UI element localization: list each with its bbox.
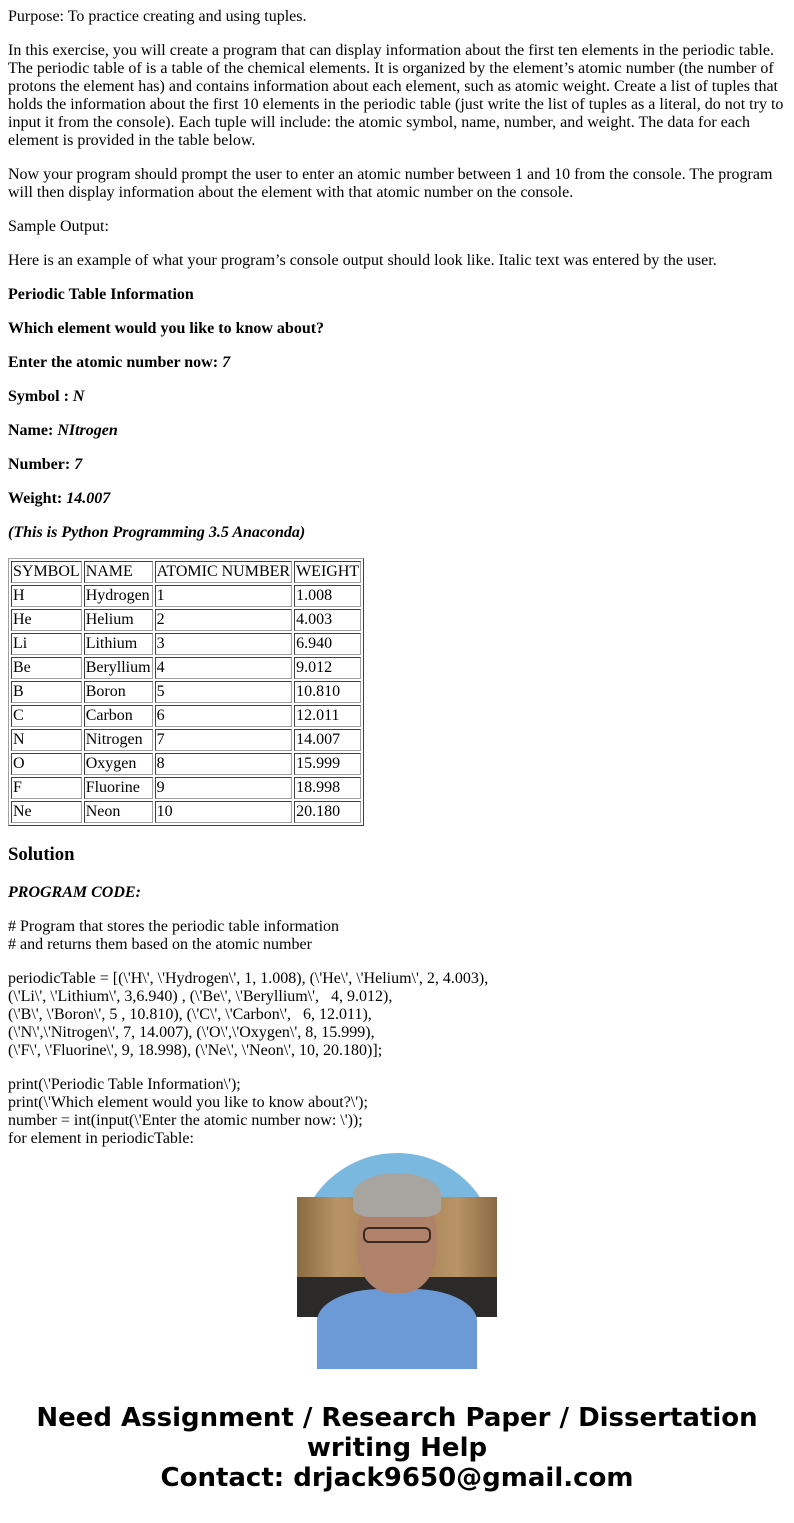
cell-symbol: Li bbox=[11, 633, 82, 655]
sample-symbol-line bbox=[8, 388, 788, 406]
cell-name: Beryllium bbox=[84, 657, 153, 679]
avatar-glasses bbox=[363, 1227, 431, 1243]
code-line: (\'B\', \'Boron\', 5 , 10.810), (\'C\', \'Carbon\', 6, 12.011), bbox=[8, 1006, 372, 1023]
python-version-note: (This is Python Programming 3.5 Anaconda) bbox=[8, 524, 306, 541]
code-io-block bbox=[8, 1076, 788, 1148]
table-row bbox=[11, 609, 361, 631]
symbol-label: Symbol : bbox=[8, 388, 73, 405]
code-line: (\'N\',\'Nitrogen\', 7, 14.007), (\'O\',\'Oxygen\', 8, 15.999), bbox=[8, 1024, 375, 1041]
cell-weight: 12.011 bbox=[294, 705, 361, 727]
code-line: (\'Li\', \'Lithium\', 3,6.940) , (\'Be\', \'Beryllium\', 4, 9.012), bbox=[8, 988, 393, 1005]
enter-label: Enter the atomic number now: bbox=[8, 354, 223, 371]
cell-symbol: H bbox=[11, 585, 82, 607]
code-line: (\'F\', \'Fluorine\', 9, 18.998), (\'Ne\', \'Neon\', 10, 20.180)]; bbox=[8, 1042, 383, 1059]
banner-line-1: Need Assignment / Research Paper / Dissertation bbox=[36, 1403, 758, 1433]
cell-atomic-number: 10 bbox=[155, 801, 293, 823]
table-row bbox=[11, 705, 361, 727]
cell-symbol: Ne bbox=[11, 801, 82, 823]
sample-enter-line bbox=[8, 354, 788, 372]
cell-name: Helium bbox=[84, 609, 153, 631]
cell-atomic-number: 4 bbox=[155, 657, 293, 679]
cell-name: Carbon bbox=[84, 705, 153, 727]
code-line: print(\'Periodic Table Information\'); bbox=[8, 1076, 241, 1093]
cell-atomic-number: 2 bbox=[155, 609, 293, 631]
cell-name: Fluorine bbox=[84, 777, 153, 799]
cell-atomic-number: 5 bbox=[155, 681, 293, 703]
table-row bbox=[11, 729, 361, 751]
cell-name: Boron bbox=[84, 681, 153, 703]
cell-weight: 18.998 bbox=[294, 777, 361, 799]
code-line: number = int(input(\'Enter the atomic number now: \')); bbox=[8, 1112, 363, 1129]
table-row bbox=[11, 585, 361, 607]
periodic-table bbox=[8, 558, 364, 826]
cell-weight: 20.180 bbox=[294, 801, 361, 823]
number-label: Number: bbox=[8, 456, 75, 473]
person-photo-avatar-icon bbox=[297, 1153, 497, 1353]
code-line: periodicTable = [(\'H\', \'Hydrogen\', 1, 1.008), (\'He\', \'Helium\', 2, 4.003), bbox=[8, 970, 489, 987]
cell-weight: 10.810 bbox=[294, 681, 361, 703]
purpose-text: Purpose: To practice creating and using tuples. bbox=[8, 8, 307, 25]
sample-output-description: Here is an example of what your program’s console output should look like. Italic text was entered by the user. bbox=[8, 252, 717, 269]
code-table-block bbox=[8, 970, 788, 1060]
sample-weight-line bbox=[8, 490, 788, 508]
header-atomic-number: ATOMIC NUMBER bbox=[155, 561, 293, 583]
code-comment-block bbox=[8, 918, 788, 954]
cell-symbol: He bbox=[11, 609, 82, 631]
cell-name: Nitrogen bbox=[84, 729, 153, 751]
cell-atomic-number: 8 bbox=[155, 753, 293, 775]
sample-output-label: Sample Output: bbox=[8, 218, 109, 235]
enter-value: 7 bbox=[222, 354, 231, 371]
intro-paragraph: In this exercise, you will create a program that can display information about the first ten elements in the periodic table. The periodic table of is a table of the chemical elements. It is organized by the element’s atomic number (the number of protons the element has) and contains information about each element, such as atomic weight. Create a list of tuples that holds the information about the first 10 elements in the periodic table (just write the list of tuples as a literal, do not try to input it from the console). Each tuple will include: the atomic symbol, name, number, and weight. The data for each element is provided in the table below. bbox=[8, 42, 784, 149]
table-row bbox=[11, 777, 361, 799]
cell-symbol: C bbox=[11, 705, 82, 727]
name-value: NItrogen bbox=[57, 422, 118, 439]
weight-label: Weight: bbox=[8, 490, 67, 507]
table-row bbox=[11, 633, 361, 655]
code-line: for element in periodicTable: bbox=[8, 1130, 194, 1147]
cell-name: Hydrogen bbox=[84, 585, 153, 607]
cell-name: Neon bbox=[84, 801, 153, 823]
cell-symbol: N bbox=[11, 729, 82, 751]
cell-symbol: O bbox=[11, 753, 82, 775]
contact-banner bbox=[0, 1403, 794, 1493]
avatar-shirt bbox=[317, 1289, 477, 1369]
cell-weight: 14.007 bbox=[294, 729, 361, 751]
cell-weight: 4.003 bbox=[294, 609, 361, 631]
cell-atomic-number: 9 bbox=[155, 777, 293, 799]
cell-name: Lithium bbox=[84, 633, 153, 655]
sample-title: Periodic Table Information bbox=[8, 286, 194, 303]
code-line: print(\'Which element would you like to know about?\'); bbox=[8, 1094, 368, 1111]
cell-atomic-number: 6 bbox=[155, 705, 293, 727]
table-row bbox=[11, 681, 361, 703]
header-weight: WEIGHT bbox=[294, 561, 361, 583]
cell-weight: 6.940 bbox=[294, 633, 361, 655]
table-header-row bbox=[11, 561, 361, 583]
cell-symbol: F bbox=[11, 777, 82, 799]
program-code-label: PROGRAM CODE: bbox=[8, 884, 141, 901]
cell-weight: 1.008 bbox=[294, 585, 361, 607]
avatar-hair bbox=[353, 1173, 441, 1217]
banner-contact-line: Contact: drjack9650@gmail.com bbox=[160, 1463, 634, 1493]
header-symbol: SYMBOL bbox=[11, 561, 82, 583]
cell-atomic-number: 1 bbox=[155, 585, 293, 607]
sample-number-line bbox=[8, 456, 788, 474]
weight-value: 14.007 bbox=[66, 490, 111, 507]
table-row bbox=[11, 801, 361, 823]
symbol-value: N bbox=[72, 388, 85, 405]
number-value: 7 bbox=[74, 456, 83, 473]
header-name: NAME bbox=[84, 561, 153, 583]
table-row bbox=[11, 753, 361, 775]
sample-name-line bbox=[8, 422, 788, 440]
name-label: Name: bbox=[8, 422, 58, 439]
cell-atomic-number: 7 bbox=[155, 729, 293, 751]
cell-symbol: B bbox=[11, 681, 82, 703]
code-line: # and returns them based on the atomic number bbox=[8, 936, 312, 953]
document-content bbox=[8, 0, 788, 1147]
code-line: # Program that stores the periodic table information bbox=[8, 918, 340, 935]
table-row bbox=[11, 657, 361, 679]
cell-weight: 9.012 bbox=[294, 657, 361, 679]
cell-atomic-number: 3 bbox=[155, 633, 293, 655]
prompt-instructions: Now your program should prompt the user to enter an atomic number between 1 and 10 from the console. The program will then display information about the element with that atomic number on the console. bbox=[8, 166, 773, 201]
solution-heading: Solution bbox=[8, 844, 75, 865]
cell-weight: 15.999 bbox=[294, 753, 361, 775]
cell-symbol: Be bbox=[11, 657, 82, 679]
cell-name: Oxygen bbox=[84, 753, 153, 775]
banner-line-2: writing Help bbox=[306, 1433, 488, 1463]
sample-question: Which element would you like to know about? bbox=[8, 320, 325, 337]
